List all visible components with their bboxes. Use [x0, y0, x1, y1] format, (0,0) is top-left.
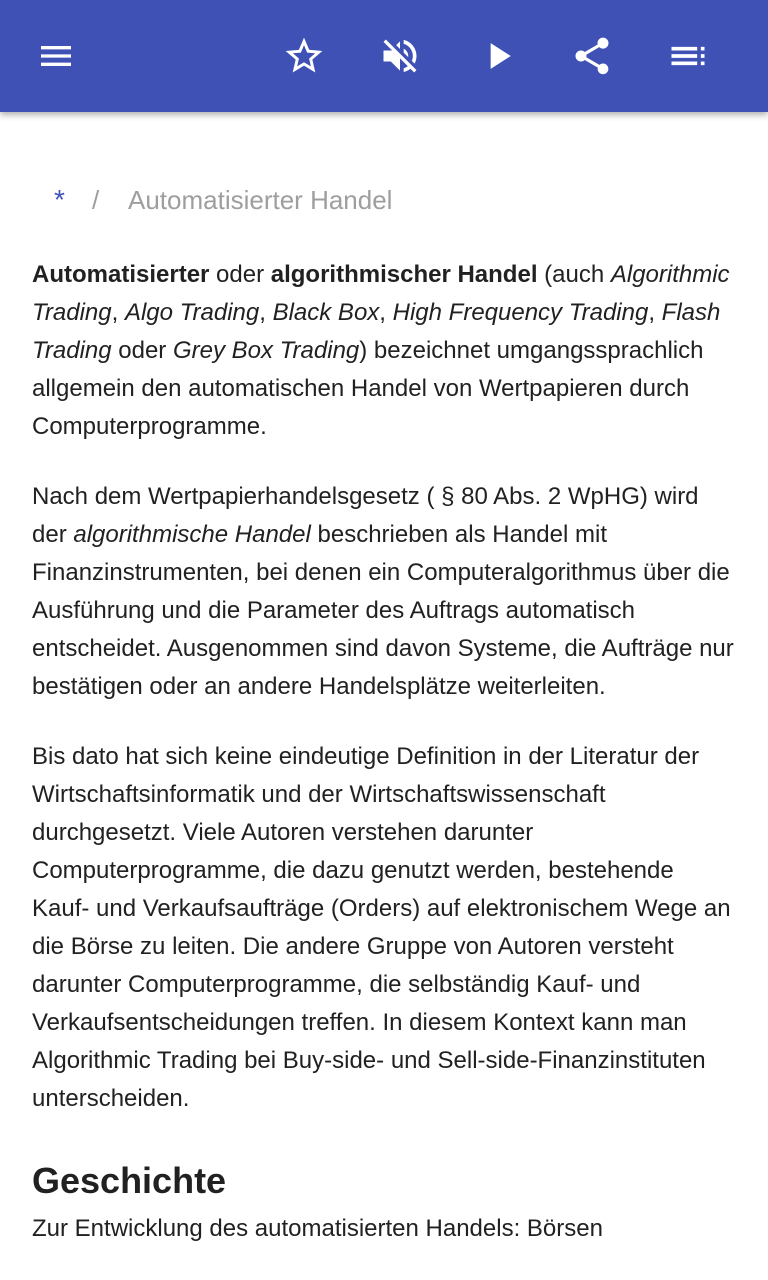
contents-button[interactable] — [660, 28, 716, 84]
text: , — [111, 299, 125, 326]
paragraph-literature: Bis dato hat sich keine eindeutige Definition in der Literatur der Wirtschaftsinformatik und der Wirtschaftswissenschaft durchgesetzt. Viele Autoren verstehen darunter Computerprogramme, die dazu genutzt werden, bestehende Kauf- und Verkaufsaufträge (Orders) auf elektronischem Wege an die Börse zu leiten. Die andere Gruppe von Autoren versteht darunter Computerprogramme, die selbständig Kauf- und Verkaufsentscheidungen treffen. In diesem Kontext kann man Algorithmic Trading bei Buy-side- und Sell-side-Finanzinstituten unterscheiden. — [32, 743, 731, 1112]
mute-button[interactable] — [372, 28, 428, 84]
text: , — [648, 299, 662, 326]
term-italic: Black Box — [272, 299, 380, 326]
article-body — [32, 256, 736, 1280]
paragraph-intro — [32, 256, 736, 446]
term-bold: algorithmischer Handel — [270, 261, 538, 288]
share-icon — [570, 34, 614, 78]
breadcrumb-separator: / — [92, 185, 100, 215]
term-italic: Algorithmic Trading — [32, 261, 730, 326]
text: oder — [111, 337, 173, 364]
term-bold: Automatisierter — [32, 261, 210, 288]
play-button[interactable] — [470, 28, 526, 84]
term-italic: Algo Trading — [124, 299, 260, 326]
share-button[interactable] — [564, 28, 620, 84]
bookmark-button[interactable] — [276, 28, 332, 84]
text: ) bezeichnet umgangssprachlich allgemein den automatischen Handel von Wertpapieren durch Computerprogramme. — [32, 337, 704, 440]
term-italic: Flash Trading — [32, 299, 721, 364]
breadcrumb-home-link[interactable]: * — [54, 184, 65, 215]
app-toolbar — [0, 0, 768, 112]
term-italic: algorithmische Handel — [73, 521, 311, 548]
text: beschrieben als Handel mit Finanzinstrumenten, bei denen ein Computeralgorithmus über die Ausführung und die Parameter des Auftrags automatisch entscheidet. Ausgenommen sind davon Systeme, die Aufträge nur bestätigen oder an andere Handelsplätze weiterleiten. — [32, 521, 734, 700]
volume-off-icon — [378, 34, 422, 78]
paragraph-history: Zur Entwicklung des automatisierten Handels: Börsen — [32, 1215, 603, 1242]
play-icon — [476, 34, 520, 78]
text: (auch — [537, 261, 611, 288]
section-heading-geschichte: Geschichte — [32, 1160, 227, 1201]
term-italic: High Frequency Trading — [392, 299, 649, 326]
text: oder — [209, 261, 271, 288]
star-outline-icon — [282, 34, 326, 78]
text: Nach dem Wertpapierhandelsgesetz ( § 80 Abs. 2 WpHG) wird der — [32, 483, 699, 548]
paragraph-definition — [32, 478, 736, 706]
text: , — [259, 299, 273, 326]
playlist-icon — [666, 34, 710, 78]
term-italic: Grey Box Trading — [172, 337, 360, 364]
text: , — [379, 299, 393, 326]
menu-icon — [36, 36, 76, 76]
breadcrumb-current: Automatisierter Handel — [128, 185, 393, 215]
menu-button[interactable] — [28, 28, 84, 84]
